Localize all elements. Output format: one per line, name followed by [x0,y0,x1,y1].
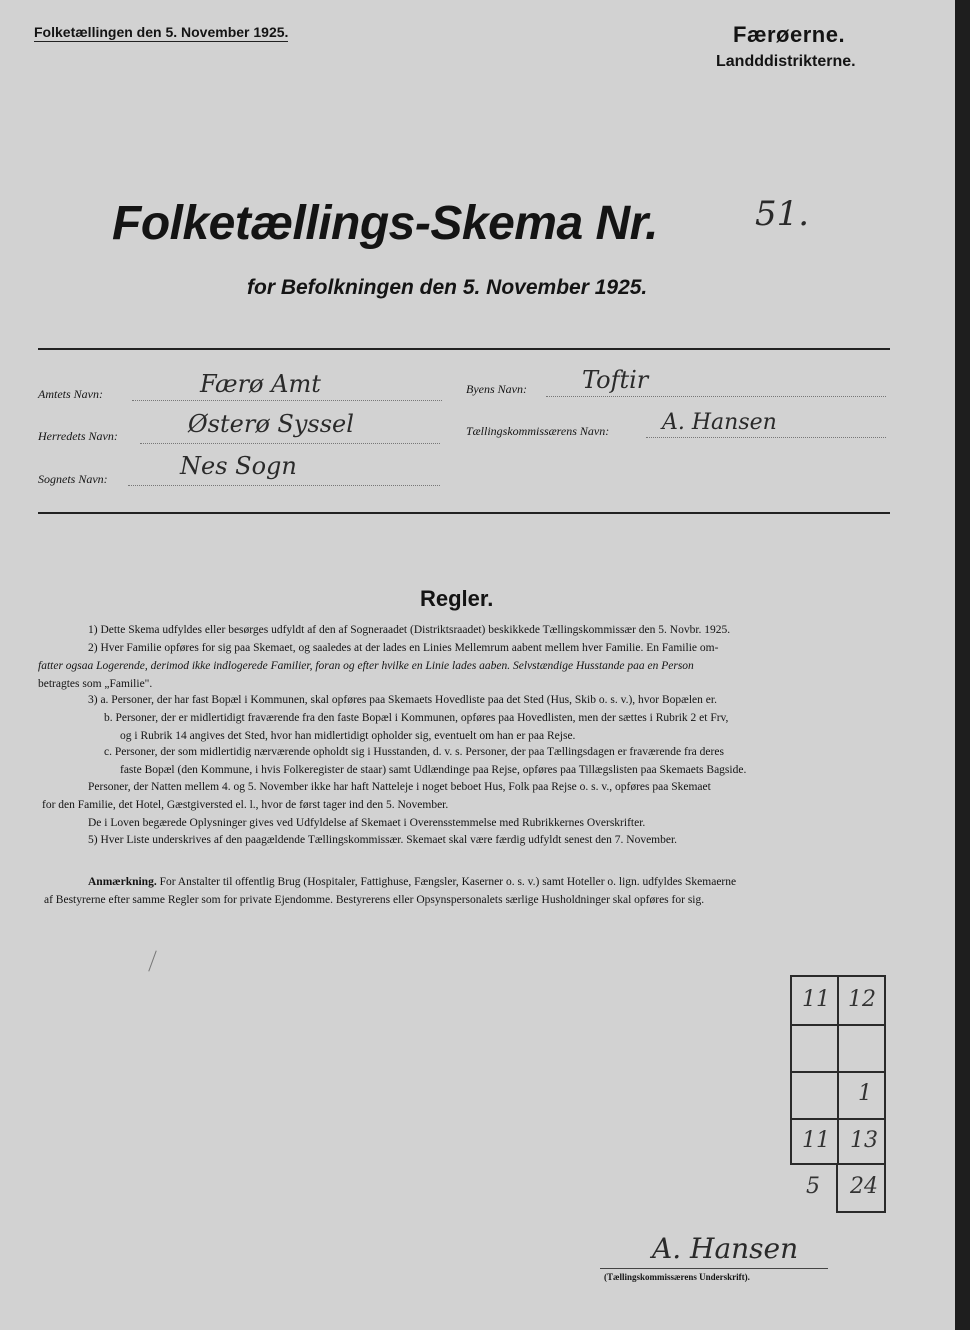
by-value: Toftir [582,366,649,394]
rule-line: 5) Hver Liste underskrives af den paagældende Tællingskommissær. Skemaet skal være færdig udfyldt senest den 7. November. [88,834,678,846]
pencil-mark [148,950,156,971]
rules-heading: Regler. [420,586,494,611]
top-divider [38,348,890,350]
signature-line [600,1268,828,1269]
amt-label: Amtets Navn: [38,387,103,401]
rule-line: b. Personer, der er midlertidigt fraværende fra den faste Bopæl i Kommunen, opføres paa Hovedlisten, men der sættes i Rubrik 2 et Frv, [104,712,729,724]
tally-cell: 5 [806,1174,820,1199]
census-header-line: Folketællingen den 5. November 1925. [34,24,289,40]
rule-line: betragtes som „Familie". [38,678,153,690]
grid-divider [792,1024,886,1026]
signature-caption: (Tællingskommissærens Underskrift). [604,1272,750,1282]
rule-line: for den Familie, det Hotel, Gæstgiversted el. l., hvor de først tager ind den 5. November. [42,799,449,811]
grid-divider [792,1118,886,1120]
rule-line: 2) Hver Familie opføres for sig paa Skemaet, og saaledes at der lades en Linies Mellemrum aabent mellem hver Familie. En Familie om- [88,642,719,654]
rule-line: 1) Dette Skema udfyldes eller besørges udfyldt af den af Sogneraadet (Distriktsraadet) beskikkede Tællingskommissær den 5. Novbr. 1925. [88,624,731,636]
rule-line: fatter ogsaa Logerende, derimod ikke indlogerede Familier, foran og efter hvilke en Linie lades aaben. Selvstændige Husstande paa en Person [38,660,694,672]
bottom-divider [38,512,890,514]
grid-divider [792,1071,886,1073]
note-line-1: For Anstalter til offentlig Brug (Hospitaler, Fattighuse, Fængsler, Kaserner o. s. v.) samt Hoteller o. lign. udfyldes Skemaerne [159,876,737,888]
tally-cell: 24 [850,1174,878,1199]
sogn-label: Sognets Navn: [38,472,108,486]
rule-line: 3) a. Personer, der har fast Bopæl i Kommunen, skal opføres paa Skemaets Hovedliste paa det Sted (Hus, Skib o. s. v.), hvor Bopælen er. [88,694,717,706]
tally-cell: 1 [858,1081,872,1106]
tally-grid [790,975,886,1165]
rule-line: og i Rubrik 14 angives det Sted, hvor han midlertidigt opholder sig, eventuelt om han er paa Rejse. [120,730,576,742]
kommissaer-line [646,437,886,438]
tally-cell: 11 [802,1128,830,1153]
note-line-2: af Bestyrerne efter samme Regler som for private Ejendomme. Bestyrerens eller Opsynspersonalets særlige Husholdninger skal opføres for sig. [44,894,705,906]
note-block [88,876,736,888]
form-subtitle: for Befolkningen den 5. November 1925. [247,276,648,299]
kommissaer-label: Tællingskommissærens Navn: [466,424,610,438]
herred-line [140,443,440,444]
sogn-line [128,485,440,486]
tally-cell: 11 [802,987,830,1012]
form-number-handwritten: 51. [755,194,810,234]
tally-cell: 13 [850,1128,878,1153]
amt-line [132,400,442,401]
rule-line: De i Loven begærede Oplysninger gives ved Udfyldelse af Skemaet i Overensstemmelse med Rubrikkernes Overskrifter. [88,817,646,829]
by-line [546,396,886,397]
herred-value: Østerø Syssel [188,410,354,438]
sogn-value: Nes Sogn [180,452,297,480]
tally-cell: 12 [848,987,876,1012]
note-label: Anmærkning. [88,876,157,888]
district-title: Landddistrikterne. [716,53,856,70]
rule-line: c. Personer, der som midlertidig nærværende opholdt sig i Husstanden, d. v. s. Personer, der paa Tællingsdagen er fraværende fra deres [104,746,724,758]
form-title: Folketællings-Skema Nr. [112,197,659,250]
region-title: Færøerne. [733,22,846,47]
rule-line: Personer, der Natten mellem 4. og 5. November ikke har haft Natteleje i noget beboet Hus, Folk paa Rejse o. s. v., opføres paa Skemaet [88,781,711,793]
scan-edge [955,0,970,1330]
rule-line: faste Bopæl (den Kommune, i hvis Folkeregister de staar) samt Udlændinge paa Rejse, opføres paa Tillægslisten paa Skemaets Bagside. [120,764,747,776]
signature: A. Hansen [652,1232,799,1265]
kommissaer-value: A. Hansen [662,410,777,435]
by-label: Byens Navn: [466,382,527,396]
amt-value: Færø Amt [200,370,321,398]
herred-label: Herredets Navn: [38,429,118,443]
